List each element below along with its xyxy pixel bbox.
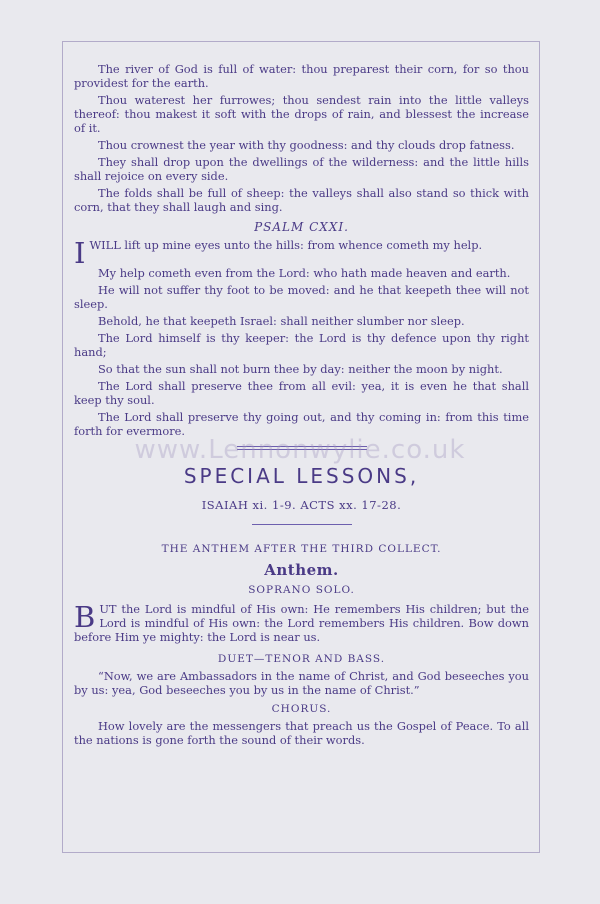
duet-text: “Now, we are Ambassadors in the name of Christ, and God beseeches you by us: yea, God beseeches you by us in the name of Christ.” (74, 669, 529, 697)
psalm121-verse: So that the sun shall not burn thee by day: neither the moon by night. (98, 362, 503, 376)
psalm65-verse: The river of God is full of water: thou preparest their corn, for so thou providest for the earth. (74, 62, 529, 90)
psalm121-verse: Behold, he that keepeth Israel: shall neither slumber nor sleep. (98, 314, 465, 328)
anthem-intro: THE ANTHEM AFTER THE THIRD COLLECT. (161, 543, 442, 555)
dropcap-b: B (74, 600, 96, 634)
psalm121-verse: He will not suffer thy foot to be moved: and he that keepeth thee will not sleep. (74, 283, 529, 311)
psalm121-verse: The Lord shall preserve thee from all evil: yea, it is even he that shall keep thy soul. (74, 379, 529, 407)
soprano-text-body: UT the Lord is mindful of His own: He remembers His children; but the Lord is mindful of His own: the Lord remembers His children. Bow down before Him ye mighty: the Lord is near us. (74, 602, 529, 644)
page-content (74, 62, 529, 750)
psalm65-verse: They shall drop upon the dwellings of the wilderness: and the little hills shall rejoice on every side. (74, 155, 529, 183)
psalm65-verse: The folds shall be full of sheep: the valleys shall also stand so thick with corn, that they shall laugh and sing. (74, 186, 529, 214)
chorus-text: How lovely are the messengers that preach us the Gospel of Peace. To all the nations is gone forth the sound of their words. (74, 719, 529, 747)
watermark: www.Lennonwylie.co.uk (134, 435, 466, 465)
special-lessons-refs: ISAIAH xi. 1-9. ACTS xx. 17-28. (201, 498, 402, 512)
psalm65-verse: Thou waterest her furrowes; thou sendest rain into the little valleys thereof: thou makest it soft with the drops of rain, and blessest the increase of it. (74, 93, 529, 135)
divider-rule (252, 524, 352, 525)
psalm121-first-verse-text: WILL lift up mine eyes unto the hills: from whence cometh my help. (89, 238, 483, 252)
psalm121-verse: The Lord shall preserve thy going out, and thy coming in: from this time forth for evermore. (74, 410, 529, 438)
special-lessons-title: SPECIAL LESSONS, (183, 464, 420, 488)
dropcap-i: I (74, 236, 86, 270)
anthem-heading: Anthem. (264, 561, 339, 579)
psalm121-verse: My help cometh even from the Lord: who hath made heaven and earth. (98, 266, 511, 280)
chorus-label: CHORUS. (271, 703, 332, 715)
psalm121-verse: The Lord himself is thy keeper: the Lord is thy defence upon thy right hand; (74, 331, 529, 359)
soprano-label: SOPRANO SOLO. (248, 584, 355, 596)
psalm65-verse: Thou crownest the year with thy goodness: and thy clouds drop fatness. (98, 138, 515, 152)
psalm121-title: PSALM CXXI. (254, 220, 349, 234)
psalm121-first-verse (74, 236, 529, 270)
soprano-text (74, 602, 529, 644)
duet-label: DUET—TENOR AND BASS. (217, 653, 386, 665)
